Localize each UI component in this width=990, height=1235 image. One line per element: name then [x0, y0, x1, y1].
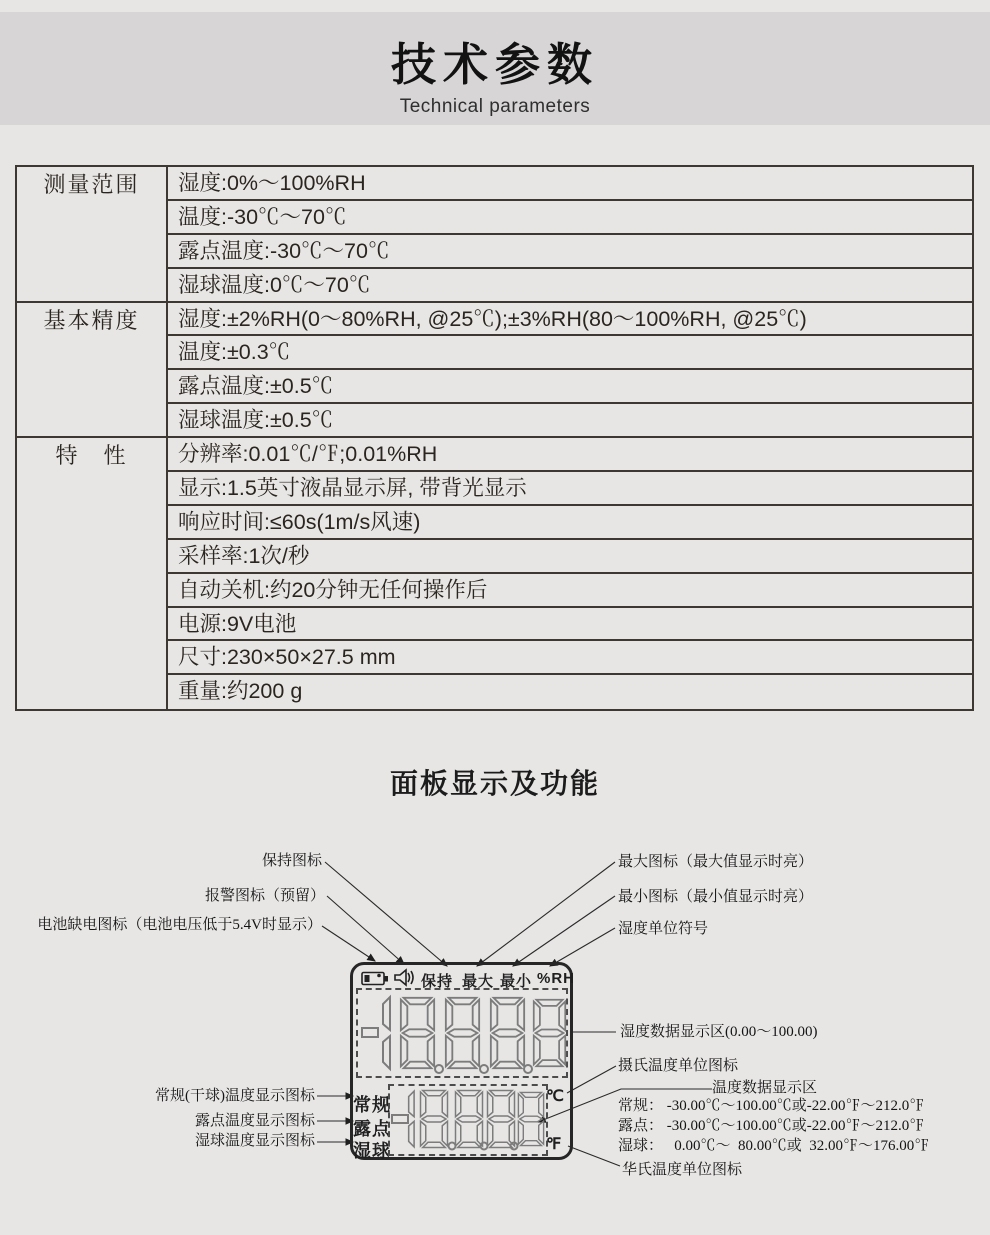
- lcd-min-indicator: 最小: [500, 973, 533, 990]
- callout-battery-icon: 电池缺电图标（电池电压低于5.4V时显示）: [37, 917, 322, 933]
- battery-low-icon: [361, 969, 389, 986]
- decimal-point: [480, 1065, 488, 1073]
- table-group-label-features: 特 性: [17, 438, 168, 709]
- callout-celsius-icon: 摄氏温度单位图标: [618, 1058, 739, 1074]
- lcd-hold-indicator: 保持: [421, 973, 454, 990]
- title-band: [0, 12, 990, 125]
- lcd-normal-mode-label: 常规: [353, 1095, 391, 1115]
- temp-range-dew: 露点： -30.00℃～100.00℃或-22.00℉～212.0℉: [618, 1118, 925, 1134]
- seven-segment-digit: [383, 997, 390, 1069]
- table-row: 湿球温度:±0.5℃: [168, 404, 972, 438]
- seven-segment-digit: [456, 1091, 483, 1148]
- table-row: 分辨率:0.01℃/℉;0.01%RH: [168, 438, 972, 472]
- table-group-label-range: 测量范围: [17, 167, 168, 303]
- page-subtitle: Technical parameters: [399, 96, 591, 117]
- lcd-rh-unit: %RH: [537, 970, 576, 987]
- seven-segment-digit: [446, 998, 479, 1068]
- callout-hold-icon: 保持图标: [261, 853, 322, 869]
- table-row: 自动关机:约20分钟无任何操作后: [168, 574, 972, 608]
- table-row: 湿球温度:0℃～70℃: [168, 269, 972, 303]
- temperature-display-area: [388, 1084, 548, 1156]
- table-row: 露点温度:±0.5℃: [168, 370, 972, 404]
- minus-sign: [392, 1115, 408, 1123]
- callout-wet-temp-icon: 湿球温度显示图标: [194, 1133, 315, 1149]
- table-row: 尺寸:230×50×27.5 mm: [168, 641, 972, 675]
- table-row: 湿度:±2%RH(0～80%RH, @25℃);±3%RH(80～100%RH, @25℃): [168, 303, 972, 337]
- seven-segment-digit: [421, 1091, 448, 1148]
- lcd-display: [350, 962, 576, 1161]
- table-row: 温度:-30℃～70℃: [168, 201, 972, 235]
- decimal-point: [524, 1065, 532, 1073]
- spec-table: [15, 165, 974, 711]
- lcd-wet-mode-label: 湿球: [353, 1141, 391, 1161]
- callout-humidity-area: 湿度数据显示区(0.00～100.00): [620, 1024, 818, 1040]
- table-row: 重量:约200 g: [178, 679, 303, 704]
- lcd-celsius-unit: ℃: [546, 1088, 564, 1105]
- table-row: 温度:±0.3℃: [168, 336, 972, 370]
- table-row: 显示:1.5英寸液晶显示屏, 带背光显示: [168, 472, 972, 506]
- decimal-point: [435, 1065, 443, 1073]
- callout-rh-unit: 湿度单位符号: [618, 921, 709, 937]
- seven-segment-digit: [401, 998, 434, 1068]
- table-row: 湿度:0%～100%RH: [168, 167, 972, 201]
- temp-range-normal: 常规： -30.00℃～100.00℃或-22.00℉～212.0℉: [618, 1098, 925, 1114]
- callout-alarm-icon: 报警图标（预留）: [204, 888, 325, 904]
- lcd-dew-mode-label: 露点: [353, 1119, 391, 1139]
- callout-max-icon: 最大图标（最大值显示时亮）: [618, 854, 814, 870]
- table-group-label-accuracy: 基本精度: [17, 303, 168, 439]
- seven-segment-digit: [409, 1091, 414, 1147]
- table-row: 采样率:1次/秒: [168, 540, 972, 574]
- seven-segment-digit: [491, 998, 524, 1068]
- seven-segment-digit: [518, 1092, 543, 1145]
- seven-segment-digit: [488, 1091, 515, 1148]
- table-row: 响应时间:≤60s(1m/s风速): [168, 506, 972, 540]
- lcd-fahrenheit-unit: ℉: [546, 1136, 562, 1153]
- panel-diagram: [0, 840, 990, 1235]
- callout-fahrenheit-icon: 华氏温度单位图标: [622, 1162, 743, 1178]
- page-title: 技术参数: [390, 39, 599, 90]
- decimal-point: [449, 1143, 456, 1150]
- callout-temp-area: 温度数据显示区: [712, 1080, 818, 1096]
- table-row: 电源:9V电池: [168, 608, 972, 642]
- lcd-max-indicator: 最大: [462, 973, 495, 990]
- callout-dew-temp-icon: 露点温度显示图标: [194, 1113, 315, 1129]
- humidity-display-area: [356, 988, 568, 1078]
- alarm-speaker-icon: [393, 968, 415, 987]
- panel-section-title: 面板显示及功能: [389, 768, 600, 799]
- temp-range-wet: 湿球： 0.00℃～ 80.00℃或 32.00℉～176.00℉: [618, 1138, 930, 1154]
- table-row: 露点温度:-30℃～70℃: [168, 235, 972, 269]
- callout-min-icon: 最小图标（最小值显示时亮）: [618, 889, 814, 905]
- callout-normal-temp-icon: 常规(干球)温度显示图标: [155, 1088, 315, 1104]
- minus-sign: [362, 1028, 378, 1037]
- seven-segment-digit: [534, 1000, 566, 1067]
